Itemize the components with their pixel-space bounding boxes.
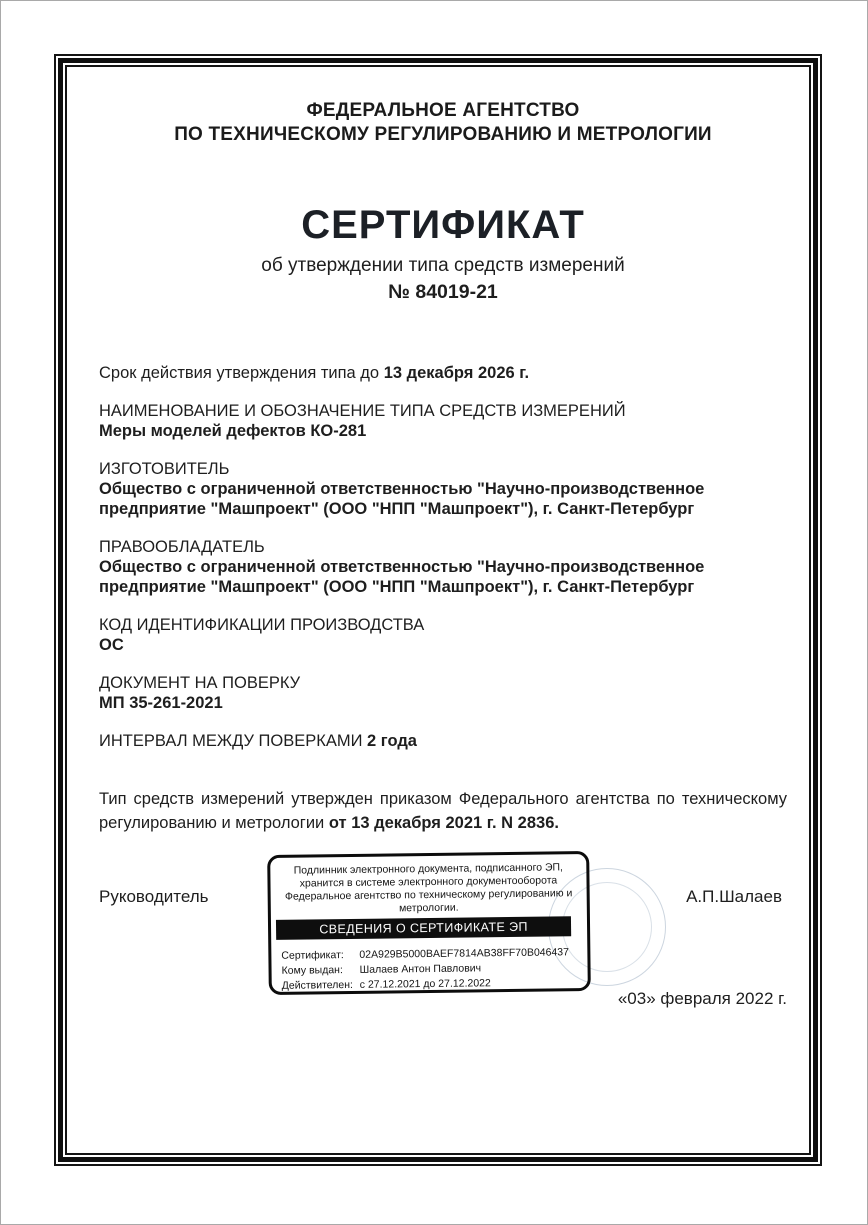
stamp-row-valid-value: с 27.12.2021 до 27.12.2022 xyxy=(359,977,491,991)
field-rights-holder-label: ПРАВООБЛАДАТЕЛЬ xyxy=(99,538,265,556)
certificate-fields xyxy=(99,363,787,751)
outer-frame-rule xyxy=(54,54,822,1166)
signature-area xyxy=(99,849,787,1084)
field-verification-doc-label: ДОКУМЕНТ НА ПОВЕРКУ xyxy=(99,674,301,692)
stamp-header-line4: метрологии. xyxy=(398,901,459,915)
field-type-name-label: НАИМЕНОВАНИЕ И ОБОЗНАЧЕНИЕ ТИПА СРЕДСТВ ИЗМЕРЕНИЙ xyxy=(99,402,626,420)
stamp-header-line3: Федеральное агентство по техническому регулированию и xyxy=(284,887,573,903)
field-manufacturer-label: ИЗГОТОВИТЕЛЬ xyxy=(99,460,230,478)
field-validity-label: Срок действия утверждения типа до xyxy=(99,364,380,382)
stamp-header-line1: Подлинник электронного документа, подписанного ЭП, xyxy=(293,861,564,877)
field-production-code xyxy=(99,615,787,655)
field-production-code-label: КОД ИДЕНТИФИКАЦИИ ПРОИЗВОДСТВА xyxy=(99,616,425,634)
certificate-content xyxy=(67,67,809,1153)
field-verification-doc-value: МП 35-261-2021 xyxy=(99,694,223,712)
field-production-code-value: ОС xyxy=(99,636,124,654)
field-verification-interval-label: ИНТЕРВАЛ МЕЖДУ ПОВЕРКАМИ xyxy=(99,732,363,750)
field-manufacturer-value: Общество с ограниченной ответственностью "Научно-производственное предприятие "Машпроект" (ООО "НПП "Машпроект"), г. Санкт-Петербург xyxy=(99,480,705,518)
field-manufacturer xyxy=(99,459,787,519)
approval-paragraph xyxy=(99,787,787,835)
approval-order-ref: от 13 декабря 2021 г. N 2836. xyxy=(328,814,559,832)
field-type-name xyxy=(99,401,787,441)
stamp-row-issued-to-label: Кому выдан: xyxy=(281,964,343,977)
stamp-header-line2: хранится в системе электронного документооборота xyxy=(299,874,558,890)
inner-frame-rule xyxy=(65,65,811,1155)
field-verification-doc xyxy=(99,673,787,713)
certificate-number: № 84019-21 xyxy=(388,281,498,303)
stamp-certificate-details xyxy=(281,945,588,994)
certificate-subtitle: об утверждении типа средств измерений xyxy=(261,255,625,276)
stamp-row-certificate-label: Сертификат: xyxy=(281,949,344,962)
stamp-row-certificate-value: 02A929B5000BAEF7814AB38FF70B046437 xyxy=(359,946,570,961)
agency-header xyxy=(99,99,787,147)
field-validity-value: 13 декабря 2026 г. xyxy=(383,364,530,382)
stamp-banner: СВЕДЕНИЯ О СЕРТИФИКАТЕ ЭП xyxy=(276,916,571,940)
field-verification-interval xyxy=(99,731,787,751)
signatory-role: Руководитель xyxy=(99,887,209,906)
field-validity xyxy=(99,363,787,383)
stamp-row-issued-to-value: Шалаев Антон Павлович xyxy=(359,962,482,976)
field-rights-holder xyxy=(99,537,787,597)
thick-frame-rule xyxy=(58,58,818,1162)
signatory-name: А.П.Шалаев xyxy=(686,887,782,906)
certificate-title: СЕРТИФИКАТ xyxy=(301,203,585,247)
agency-name-line2: ПО ТЕХНИЧЕСКОМУ РЕГУЛИРОВАНИЮ И МЕТРОЛОГИИ xyxy=(174,124,712,145)
electronic-signature-stamp xyxy=(267,851,591,995)
field-type-name-value: Меры моделей дефектов КО-281 xyxy=(99,422,367,440)
signature-date: «03» февраля 2022 г. xyxy=(617,989,787,1008)
approval-text: Тип средств измерений утвержден приказом Федерального агентства по техническому регулированию и метрологии xyxy=(99,790,787,832)
field-verification-interval-value: 2 года xyxy=(367,732,417,750)
stamp-row-valid xyxy=(282,975,588,994)
stamp-row-valid-label: Действителен: xyxy=(281,978,354,992)
field-rights-holder-value: Общество с ограниченной ответственностью "Научно-производственное предприятие "Машпроект" (ООО "НПП "Машпроект"), г. Санкт-Петербург xyxy=(99,558,705,596)
stamp-header-text xyxy=(270,861,587,917)
agency-name-line1: ФЕДЕРАЛЬНОЕ АГЕНТСТВО xyxy=(306,100,580,121)
